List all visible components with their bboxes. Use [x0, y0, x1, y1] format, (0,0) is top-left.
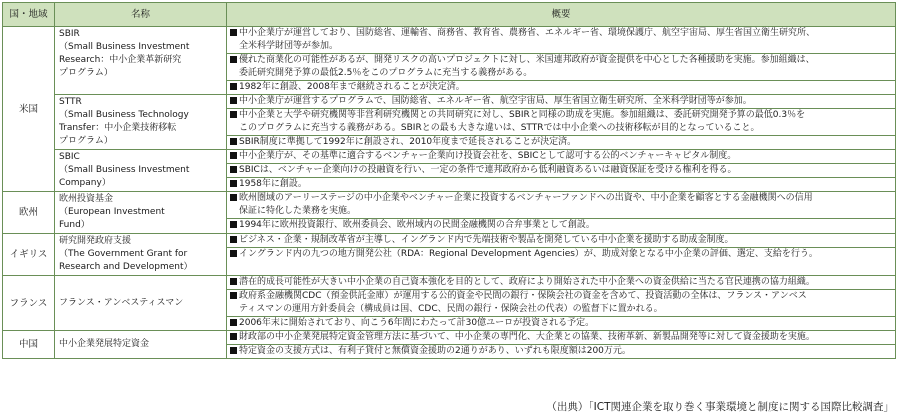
region-cell: フランス — [3, 276, 55, 331]
overview-item — [227, 136, 895, 149]
region-cell: 欧州 — [3, 192, 55, 234]
overview-line — [230, 276, 892, 289]
overview-text: 政府系金融機関CDC（預金供託金庫）が運用する公的資金や民間の銀行・保険会社の資金を含めて、投資活動の全体は、フランス・アンベス — [239, 291, 807, 301]
table-row — [3, 234, 896, 276]
overview-text: ティスマンの運用方針委員会（構成員は国、CDC、民間の銀行・保険会社の代表）の監督下に置かれる。 — [239, 304, 663, 314]
overview-text: 全米科学財団等が参加。 — [239, 41, 339, 51]
overview-item — [227, 95, 895, 109]
program-name-line: フランス・アンベスティスマン — [59, 297, 184, 308]
header-overview: 概要 — [227, 3, 896, 27]
overview-cell — [227, 192, 896, 234]
program-name-line: SBIC — [59, 152, 80, 162]
overview-text: 中小企業庁が運営するプログラムで、国防総省、エネルギー省、航空宇宙局、厚生省国立衛生研究所、全米科学財団等が参加。 — [239, 96, 752, 106]
program-name-line: （Small Business Technology — [59, 110, 189, 120]
overview-text: SBICは、ベンチャー企業向けの投融資を行い、一定の条件で連邦政府から低利融資あるいは融資保証を受ける権利を得る。 — [239, 165, 737, 175]
overview-line — [230, 331, 892, 344]
table-row — [3, 192, 896, 234]
overview-item — [227, 234, 895, 248]
overview-text: 中小企業庁が、その基準に適合するベンチャー企業向け投資会社を、SBICとして認可する公的ベンチャーキャピタル制度。 — [239, 151, 737, 161]
overview-line — [230, 178, 892, 191]
square-bullet-icon — [230, 29, 237, 36]
overview-text: このプログラムに充当する義務がある。SBIRとの最も大きな違いは、STTRでは中小企業への技術移転が目的となっていること。 — [239, 123, 760, 133]
overview-item — [227, 248, 895, 261]
source-citation: （出典）「ICT関連企業を取り巻く事業環境と制度に関する国際比較調査」 — [546, 401, 894, 413]
overview-line — [230, 150, 892, 163]
program-name-line: Research and Development） — [59, 262, 193, 272]
square-bullet-icon — [230, 83, 237, 90]
overview-text: 特定資金の支援方式は、有利子貸付と無償資金援助の2通りがあり、いずれも限度額は200万元。 — [239, 346, 631, 356]
overview-item — [227, 317, 895, 330]
overview-cell — [227, 276, 896, 331]
overview-item — [227, 192, 895, 219]
overview-cell — [227, 234, 896, 276]
comparison-table — [2, 2, 896, 359]
square-bullet-icon — [230, 319, 237, 326]
overview-cell — [227, 150, 896, 192]
square-bullet-icon — [230, 250, 237, 257]
program-name-cell — [55, 27, 227, 95]
overview-line — [230, 95, 892, 108]
overview-line — [230, 317, 892, 330]
overview-text: 中小企業庁が運営しており、国防総省、運輸省、商務省、教育省、農務省、エネルギー省、環境保護庁、航空宇宙局、厚生省国立衛生研究所、 — [239, 28, 816, 38]
overview-text: イングランド内の九つの地方開発公社（RDA：Regional Development Agencies）が、助成対象となる中小企業の評価、選定、支給を行う。 — [239, 249, 818, 259]
table-header-row — [3, 3, 896, 27]
overview-text: 1982年に創設、2008年まで継続されることが決定済。 — [239, 82, 465, 92]
program-name-line: （The Government Grant for — [59, 249, 188, 259]
overview-cell — [227, 95, 896, 150]
program-name-line: （European Investment — [59, 207, 165, 217]
square-bullet-icon — [230, 180, 237, 187]
overview-line — [230, 234, 892, 247]
program-name-line: Research：中小企業革新研究 — [59, 55, 182, 65]
overview-item — [227, 331, 895, 345]
overview-item — [227, 276, 895, 290]
overview-text: 欧州圏域のアーリーステージの中小企業やベンチャー企業に投資するベンチャーファンドへの出資や、中小企業を顧客とする金融機関への信用 — [239, 193, 813, 203]
overview-text: 財政部の中小企業発展特定資金管理方法に基づいて、中小企業の専門化、大企業との協業、技術革新、新製品開発等に対して資金援助を実施。 — [239, 332, 815, 342]
overview-line — [230, 136, 892, 149]
program-name-line: 研究開発政府支援 — [59, 236, 132, 246]
overview-text: SBIR制度に準拠して1992年に創設され、2010年度まで延長されることが決定済。 — [239, 137, 577, 147]
table-row — [3, 95, 896, 150]
overview-line — [230, 54, 892, 67]
program-name-cell — [55, 150, 227, 192]
program-name-line: （Small Business Investment — [59, 42, 190, 52]
overview-line — [230, 122, 892, 135]
square-bullet-icon — [230, 56, 237, 63]
overview-line — [230, 303, 892, 316]
overview-item — [227, 54, 895, 81]
square-bullet-icon — [230, 347, 237, 354]
square-bullet-icon — [230, 97, 237, 104]
overview-line — [230, 290, 892, 303]
program-name-line: Transfer：中小企業技術移転 — [59, 123, 177, 133]
overview-item — [227, 290, 895, 317]
overview-line — [230, 40, 892, 53]
overview-text: 1958年に創設。 — [239, 179, 307, 189]
program-name-line: Company） — [59, 178, 111, 188]
table-row — [3, 150, 896, 192]
overview-line — [230, 248, 892, 261]
table-row — [3, 331, 896, 359]
overview-text: 保証に特化した業務を実施。 — [239, 206, 357, 216]
program-name-line: SBIR — [59, 29, 80, 39]
square-bullet-icon — [230, 138, 237, 145]
overview-line — [230, 27, 892, 40]
header-name: 名称 — [55, 3, 227, 27]
overview-line — [230, 109, 892, 122]
program-name-cell — [55, 192, 227, 234]
program-name-cell — [55, 276, 227, 331]
square-bullet-icon — [230, 292, 237, 299]
program-name-line: プログラム） — [59, 136, 113, 146]
overview-line — [230, 67, 892, 80]
region-cell: 米国 — [3, 27, 55, 192]
square-bullet-icon — [230, 278, 237, 285]
program-name-line: STTR — [59, 97, 82, 107]
program-name-line: プログラム） — [59, 68, 113, 78]
overview-text: 潜在的成長可能性が大きい中小企業の自己資本強化を目的として、政府により開始された中小企業への資金供給に当たる官民連携の協力組織。 — [239, 277, 815, 287]
overview-text: 中小企業と大学や研究機関等非営利研究機関との共同研究に対し、SBIRと同様の助成を実施。参加組織は、委託研究開発予算の最低0.3％を — [239, 110, 806, 120]
program-name-cell — [55, 331, 227, 359]
overview-text: 委託研究開発予算の最低2.5％をこのプログラムに充当する義務がある。 — [239, 68, 533, 78]
overview-item — [227, 81, 895, 94]
program-name-line: Fund） — [59, 220, 90, 230]
square-bullet-icon — [230, 221, 237, 228]
program-name-cell — [55, 234, 227, 276]
square-bullet-icon — [230, 152, 237, 159]
program-name-cell — [55, 95, 227, 150]
overview-item — [227, 164, 895, 178]
overview-item — [227, 178, 895, 191]
overview-line — [230, 345, 892, 358]
program-name-line: 中小企業発展特定資金 — [59, 339, 150, 349]
overview-item — [227, 109, 895, 136]
overview-cell — [227, 27, 896, 95]
overview-text: 2006年末に開始されており、向こう6年間にわたって計30億ユーロが投資される予定。 — [239, 318, 595, 328]
program-name-line: 欧州投資基金 — [59, 194, 114, 204]
region-cell: イギリス — [3, 234, 55, 276]
overview-line — [230, 192, 892, 205]
square-bullet-icon — [230, 333, 237, 340]
square-bullet-icon — [230, 194, 237, 201]
overview-item — [227, 219, 895, 232]
table-row — [3, 276, 896, 331]
overview-line — [230, 164, 892, 177]
region-cell: 中国 — [3, 331, 55, 359]
overview-cell — [227, 331, 896, 359]
overview-item — [227, 345, 895, 358]
overview-item — [227, 27, 895, 54]
header-region: 国・地域 — [3, 3, 55, 27]
square-bullet-icon — [230, 236, 237, 243]
overview-text: 1994年に欧州投資銀行、欧州委員会、欧州域内の民間金融機関の合弁事業として創設。 — [239, 220, 595, 230]
program-name-line: （Small Business Investment — [59, 165, 190, 175]
overview-item — [227, 150, 895, 164]
overview-line — [230, 81, 892, 94]
overview-text: 優れた商業化の可能性があるが、開発リスクの高いプロジェクトに対し、米国連邦政府が資金提供を中心とした各種援助を実施。参加組織は、 — [239, 55, 815, 65]
overview-line — [230, 205, 892, 218]
overview-line — [230, 219, 892, 232]
table-row — [3, 27, 896, 95]
square-bullet-icon — [230, 166, 237, 173]
overview-text: ビジネス・企業・規制改革省が主導し、イングランド内で先端技術や製品を開発している中小企業を援助する助成金制度。 — [239, 235, 734, 245]
table-body — [3, 27, 896, 359]
square-bullet-icon — [230, 111, 237, 118]
